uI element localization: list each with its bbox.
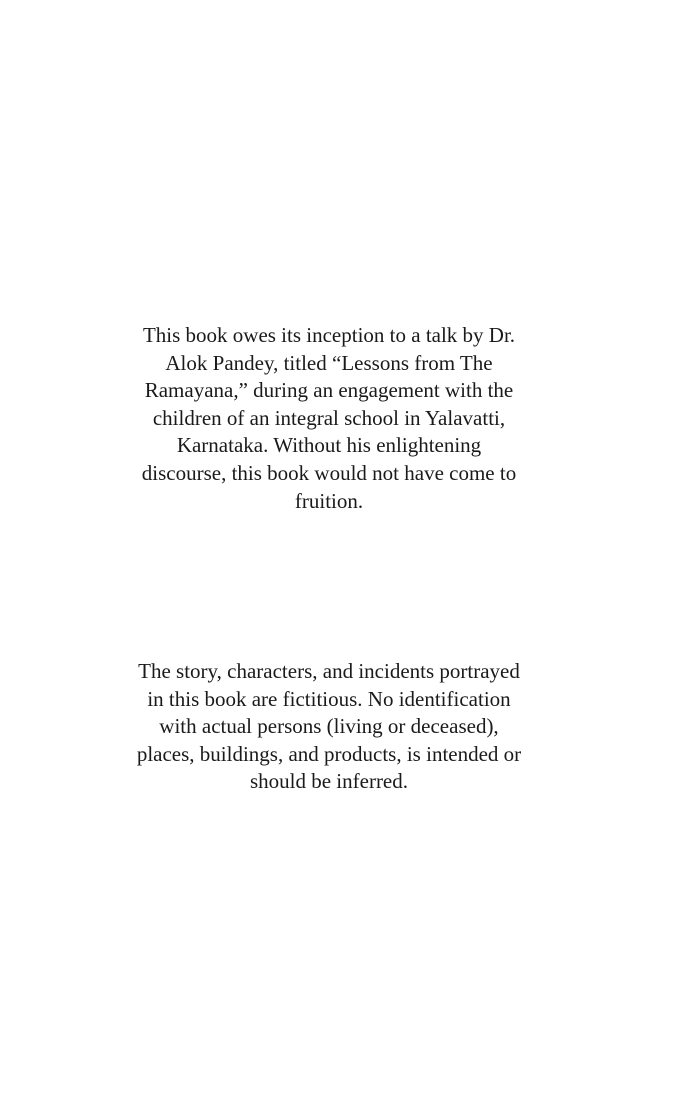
acknowledgement-text: This book owes its inception to a talk by Dr. Alok Pandey, titled “Lessons from The Ramayana,” during an engagement with the children of an integral school in Yalavatti, Karnataka. Without his enlightening discourse, this book would not have come to fruition.	[141, 323, 517, 513]
disclaimer-section	[134, 658, 524, 796]
acknowledgement-section	[134, 322, 524, 515]
disclaimer-text: The story, characters, and incidents portrayed in this book are fictitious. No identification with actual persons (living or deceased), places, buildings, and products, is intended or should be inferred.	[136, 659, 522, 794]
